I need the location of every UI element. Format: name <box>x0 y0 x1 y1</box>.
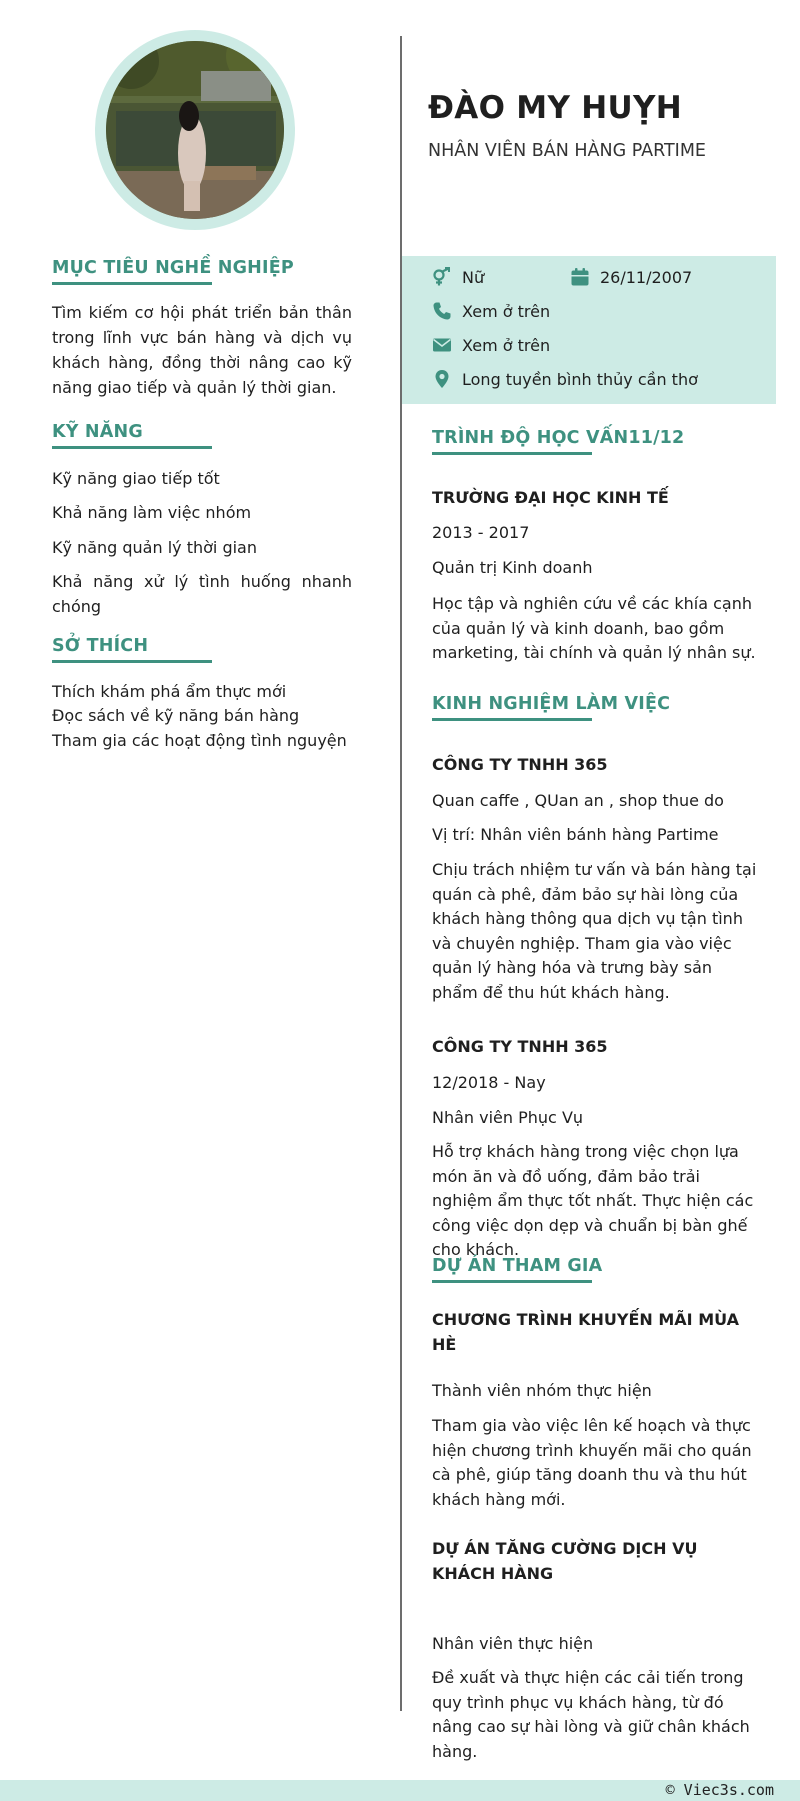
contact-address <box>432 369 698 389</box>
hobbies-title-underline <box>52 660 212 663</box>
skill-item: Khả năng xử lý tình huống nhanh chóng <box>52 572 352 616</box>
education-description: Học tập và nghiên cứu về các khía cạnh của quản lý và kinh doanh, bao gồm marketing, tài chính và quản lý nhân sự. <box>432 594 756 662</box>
objective-text: Tìm kiếm cơ hội phát triển bản thân trong lĩnh vực bán hàng và dịch vụ khách hàng, đồng thời nâng cao kỹ năng giao tiếp và quản lý thời gian. <box>52 303 352 397</box>
job-position: Vị trí: Nhân viên bánh hàng Partime <box>432 825 719 844</box>
education-title-underline <box>432 452 592 455</box>
hobby-item: Thích khám phá ẩm thực mới <box>52 682 287 701</box>
project-name: DỰ ÁN TĂNG CƯỜNG DỊCH VỤ KHÁCH HÀNG <box>432 1539 698 1583</box>
contact-phone <box>432 301 550 321</box>
skill-item: Kỹ năng giao tiếp tốt <box>52 469 220 488</box>
projects-title-underline <box>432 1280 592 1283</box>
gender-value: Nữ <box>462 267 485 287</box>
hobbies-title: SỞ THÍCH <box>52 636 149 656</box>
experience-title-underline <box>432 718 592 721</box>
hobby-item: Tham gia các hoạt động tình nguyện <box>52 731 347 750</box>
phone-icon <box>432 301 452 321</box>
calendar-icon <box>570 267 590 287</box>
email-icon <box>432 335 452 355</box>
gender-icon <box>432 267 452 287</box>
contact-birthday <box>570 267 692 287</box>
experience-title: KINH NGHIỆM LÀM VIỆC <box>432 694 671 714</box>
company-name: CÔNG TY TNHH 365 <box>432 755 608 774</box>
avatar-photo <box>106 41 284 219</box>
company-name: CÔNG TY TNHH 365 <box>432 1037 608 1056</box>
footer-bar <box>0 1780 800 1801</box>
location-icon <box>432 369 452 389</box>
skill-item: Khả năng làm việc nhóm <box>52 503 252 522</box>
school-name: TRƯỜNG ĐẠI HỌC KINH TẾ <box>432 488 669 507</box>
job-period: 12/2018 - Nay <box>432 1073 546 1092</box>
birthday-value: 26/11/2007 <box>600 267 693 287</box>
email-value: Xem ở trên <box>462 335 551 355</box>
project-role: Nhân viên thực hiện <box>432 1634 594 1653</box>
job-description: Hỗ trợ khách hàng trong việc chọn lựa món ăn và đồ uống, đảm bảo trải nghiệm ẩm thực tốt nhất. Thực hiện các công việc dọn dẹp và chuẩn bị bàn ghế cho khách. <box>432 1142 754 1259</box>
objective-title-underline <box>52 282 212 285</box>
job-detail: Quan caffe , QUan an , shop thue do <box>432 791 724 810</box>
project-description: Tham gia vào việc lên kế hoạch và thực hiện chương trình khuyến mãi cho quán cà phê, giúp tăng doanh thu và thu hút khách hàng mới. <box>432 1416 752 1509</box>
avatar-frame <box>95 30 295 230</box>
address-value: Long tuyền bình thủy cần thơ <box>462 369 698 389</box>
job-description: Chịu trách nhiệm tư vấn và bán hàng tại quán cà phê, đảm bảo sự hài lòng của khách hàng thông qua dịch vụ tận tình và chuyên nghiệp. Tham gia vào việc quản lý hàng hóa và trưng bày sản phẩm để thu hút khách hàng. <box>432 860 757 1002</box>
skill-item: Kỹ năng quản lý thời gian <box>52 538 257 557</box>
job-position: Nhân viên Phục Vụ <box>432 1108 584 1127</box>
projects-title: DỰ ÁN THAM GIA <box>432 1256 603 1276</box>
education-title: TRÌNH ĐỘ HỌC VẤN11/12 <box>432 428 685 448</box>
contact-gender <box>432 267 484 287</box>
candidate-name: ĐÀO MY HUỴH <box>428 90 683 126</box>
phone-value: Xem ở trên <box>462 301 551 321</box>
contact-box <box>402 256 776 404</box>
hobby-item: Đọc sách về kỹ năng bán hàng <box>52 706 300 725</box>
project-name: CHƯƠNG TRÌNH KHUYẾN MÃI MÙA HÈ <box>432 1310 739 1354</box>
contact-email <box>432 335 550 355</box>
copyright: © Viec3s.com <box>665 1781 774 1799</box>
objective-title: MỤC TIÊU NGHỀ NGHIỆP <box>52 258 294 278</box>
education-major: Quản trị Kinh doanh <box>432 558 593 577</box>
education-period: 2013 - 2017 <box>432 523 530 542</box>
job-title: NHÂN VIÊN BÁN HÀNG PARTIME <box>428 141 706 161</box>
project-description: Đề xuất và thực hiện các cải tiến trong quy trình phục vụ khách hàng, từ đó nâng cao sự hài lòng và giữ chân khách hàng. <box>432 1668 750 1761</box>
skills-title: KỸ NĂNG <box>52 422 143 442</box>
skills-title-underline <box>52 446 212 449</box>
project-role: Thành viên nhóm thực hiện <box>432 1381 652 1400</box>
avatar <box>106 41 284 219</box>
